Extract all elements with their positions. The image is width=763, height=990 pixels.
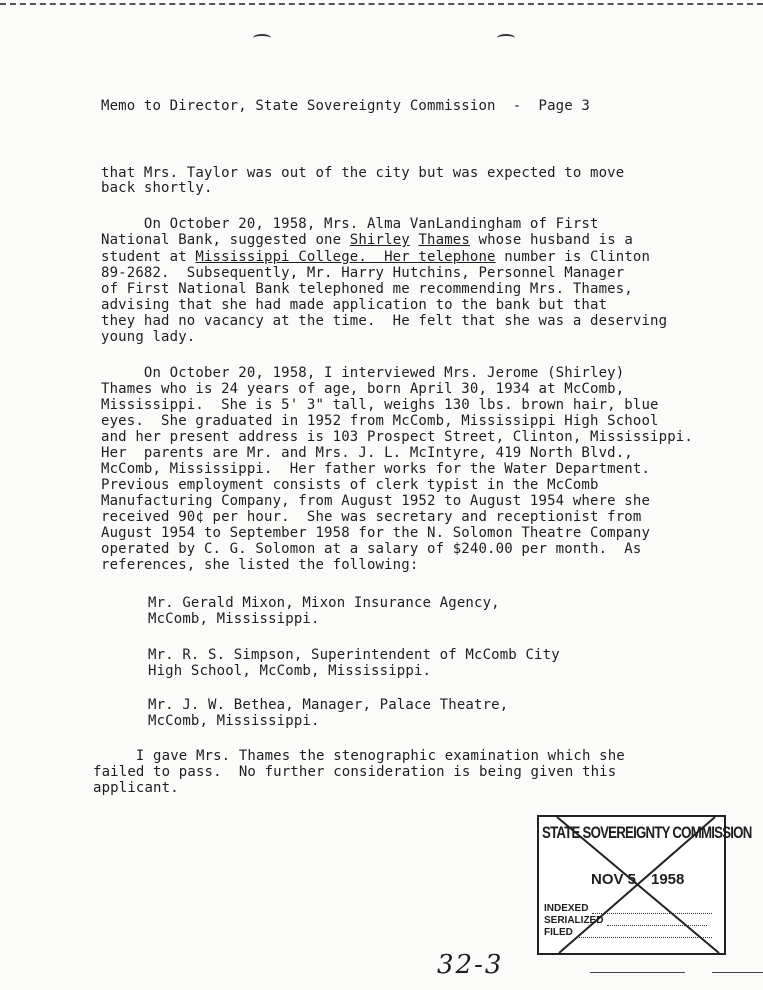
reference-line: High School, McComb, Mississippi. bbox=[148, 663, 432, 679]
text-line: young lady. bbox=[101, 329, 196, 345]
punch-mark bbox=[497, 34, 515, 42]
text-span: student at bbox=[101, 249, 196, 265]
reference-line: Mr. R. S. Simpson, Superintendent of McComb City bbox=[148, 647, 560, 663]
stamp-filed-label: FILED bbox=[544, 927, 573, 938]
text-line: applicant. bbox=[93, 780, 179, 796]
text-line: of First National Bank telephoned me recommending Mrs. Thames, bbox=[101, 281, 633, 297]
text-line: On October 20, 1958, I interviewed Mrs. Jerome (Shirley) bbox=[101, 365, 625, 381]
bottom-edge-rule bbox=[590, 972, 685, 973]
stamp-year: 1958 bbox=[651, 871, 685, 888]
text-line: that Mrs. Taylor was out of the city but was expected to move bbox=[101, 165, 625, 181]
text-line: 89-2682. Subsequently, Mr. Harry Hutchins, Personnel Manager bbox=[101, 265, 625, 281]
text-line: Previous employment consists of clerk typist in the McComb bbox=[101, 477, 599, 493]
punch-mark bbox=[253, 34, 271, 42]
text-line: McComb, Mississippi. Her father works for the Water Department. bbox=[101, 461, 651, 477]
memo-header: Memo to Director, State Sovereignty Commission - Page 3 bbox=[101, 98, 590, 114]
text-line: failed to pass. No further consideration is being given this bbox=[93, 764, 617, 780]
handwritten-page-number: 32-3 bbox=[437, 950, 504, 980]
text-line: back shortly. bbox=[101, 180, 213, 196]
reference-line: McComb, Mississippi. bbox=[148, 611, 320, 627]
top-edge-rule bbox=[0, 3, 763, 5]
text-line: On October 20, 1958, Mrs. Alma VanLandingham of First bbox=[101, 216, 599, 232]
text-line: Manufacturing Company, from August 1952 to August 1954 where she bbox=[101, 493, 651, 509]
stamp-serialized-label: SERIALIZED bbox=[544, 915, 604, 926]
text-line: references, she listed the following: bbox=[101, 557, 419, 573]
underlined-name: Shirley bbox=[349, 232, 410, 248]
stamp-indexed-label: INDEXED bbox=[544, 903, 589, 914]
text-span: National Bank, suggested one bbox=[101, 232, 350, 248]
reference-line: Mr. Gerald Mixon, Mixon Insurance Agency, bbox=[148, 595, 500, 611]
text-line: advising that she had made application to the bank but that bbox=[101, 297, 608, 313]
text-line: they had no vacancy at the time. He felt that she was a deserving bbox=[101, 313, 668, 329]
text-line: I gave Mrs. Thames the stenographic examination which she bbox=[93, 748, 625, 764]
stamp-title: STATE SOVEREIGNTY COMMISSION bbox=[542, 823, 752, 842]
text-line: eyes. She graduated in 1952 from McComb, Mississippi High School bbox=[101, 413, 659, 429]
text-span: number is Clinton bbox=[495, 249, 651, 265]
text-line: received 90¢ per hour. She was secretary and receptionist from bbox=[101, 509, 642, 525]
commission-stamp bbox=[537, 815, 752, 955]
reference-line: McComb, Mississippi. bbox=[148, 713, 320, 729]
text-line: Mississippi. She is 5' 3" tall, weighs 130 lbs. brown hair, blue bbox=[101, 397, 659, 413]
text-line: and her present address is 103 Prospect Street, Clinton, Mississippi. bbox=[101, 429, 693, 445]
text-line bbox=[101, 233, 633, 248]
text-line: August 1954 to September 1958 for the N. Solomon Theatre Company bbox=[101, 525, 651, 541]
text-line: Thames who is 24 years of age, born April 30, 1934 at McComb, bbox=[101, 381, 625, 397]
text-line bbox=[101, 250, 650, 265]
stamp-serialized-row bbox=[544, 915, 707, 926]
bottom-edge-rule bbox=[712, 972, 763, 973]
stamp-date: NOV 5 bbox=[591, 871, 637, 888]
text-span: whose husband is a bbox=[469, 232, 633, 248]
text-line: Her parents are Mr. and Mrs. J. L. McIntyre, 419 North Blvd., bbox=[101, 445, 633, 461]
reference-line: Mr. J. W. Bethea, Manager, Palace Theatre, bbox=[148, 697, 509, 713]
underlined-name: Thames bbox=[418, 232, 470, 248]
stamp-indexed-row bbox=[544, 903, 712, 914]
stamp-filed-row bbox=[544, 927, 712, 938]
text-line: operated by C. G. Solomon at a salary of $240.00 per month. As bbox=[101, 541, 642, 557]
underlined-text: Mississippi College. Her telephone bbox=[195, 249, 496, 265]
